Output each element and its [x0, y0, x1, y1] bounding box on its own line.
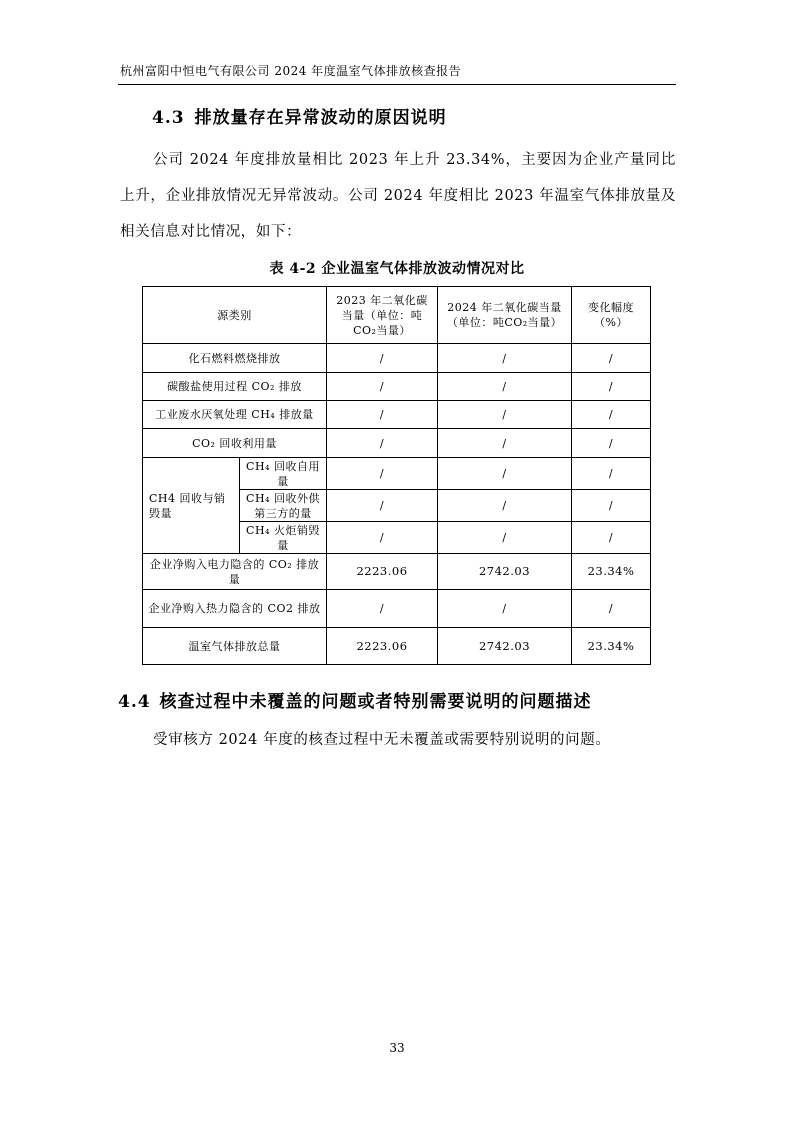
- table-row: [143, 628, 651, 665]
- table-row: [143, 344, 651, 373]
- table-row: [143, 458, 651, 490]
- row-label: 企业净购入电力隐含的 CO₂ 排放量: [143, 554, 327, 590]
- cell-change: /: [572, 401, 651, 429]
- row-label: 工业废水厌氧处理 CH₄ 排放量: [143, 401, 327, 429]
- cell-2024: 2742.03: [438, 554, 572, 590]
- row-label: 碳酸盐使用过程 CO₂ 排放: [143, 373, 327, 401]
- cell-2024: /: [438, 429, 572, 458]
- header-source: 源类别: [143, 287, 327, 344]
- section-title: 排放量存在异常波动的原因说明: [194, 108, 447, 128]
- cell-change: /: [572, 373, 651, 401]
- emission-comparison-table: [142, 286, 651, 665]
- header-change: 变化幅度（%）: [572, 287, 651, 344]
- cell-change: /: [572, 344, 651, 373]
- ch4-group-label: CH4 回收与销毁量: [143, 458, 240, 554]
- cell-2023: /: [327, 373, 438, 401]
- table-row: [143, 554, 651, 590]
- row-label: 企业净购入热力隐含的 CO2 排放: [143, 590, 327, 628]
- section-4-4-paragraph: 受审核方 2024 年度的核查过程中无未覆盖或需要特别说明的问题。: [153, 732, 611, 748]
- header-divider: [118, 84, 676, 85]
- cell-2023: /: [327, 401, 438, 429]
- row-label: 温室气体排放总量: [143, 628, 327, 665]
- report-header: 杭州富阳中恒电气有限公司 2024 年度温室气体排放核查报告: [120, 64, 462, 78]
- section-title: 核查过程中未覆盖的问题或者特别需要说明的问题描述: [159, 692, 592, 712]
- sub-row-label: CH₄ 回收外供第三方的量: [240, 490, 327, 522]
- cell-change: /: [572, 590, 651, 628]
- sub-row-label: CH₄ 火炬销毁量: [240, 522, 327, 554]
- cell-2024: 2742.03: [438, 628, 572, 665]
- cell-2024: /: [438, 344, 572, 373]
- section-4-4-heading: [118, 687, 592, 712]
- header-2024: 2024 年二氧化碳当量（单位：吨CO₂当量）: [438, 287, 572, 344]
- row-label: 化石燃料燃烧排放: [143, 344, 327, 373]
- cell-2023: /: [327, 429, 438, 458]
- table-row: [143, 401, 651, 429]
- cell-2023: 2223.06: [327, 554, 438, 590]
- cell-2023: /: [327, 458, 438, 490]
- cell-2023: /: [327, 522, 438, 554]
- cell-2024: /: [438, 401, 572, 429]
- table-caption: 表 4-2 企业温室气体排放波动情况对比: [269, 261, 525, 277]
- table-row: [143, 373, 651, 401]
- cell-2024: /: [438, 590, 572, 628]
- cell-change: 23.34%: [572, 628, 651, 665]
- sub-row-label: CH₄ 回收自用量: [240, 458, 327, 490]
- cell-2024: /: [438, 373, 572, 401]
- cell-2023: 2223.06: [327, 628, 438, 665]
- section-4-3-heading: [152, 103, 447, 128]
- cell-2023: /: [327, 490, 438, 522]
- table-row: [143, 590, 651, 628]
- cell-2024: /: [438, 490, 572, 522]
- section-number: 4.3: [152, 108, 185, 128]
- table-row: [143, 429, 651, 458]
- cell-2024: /: [438, 522, 572, 554]
- cell-change: 23.34%: [572, 554, 651, 590]
- cell-2023: /: [327, 344, 438, 373]
- cell-change: /: [572, 429, 651, 458]
- cell-2023: /: [327, 590, 438, 628]
- header-2023: 2023 年二氧化碳当量（单位：吨CO₂当量）: [327, 287, 438, 344]
- row-label: CO₂ 回收利用量: [143, 429, 327, 458]
- page-number: 33: [389, 1041, 405, 1055]
- section-4-3-paragraph: 公司 2024 年度排放量相比 2023 年上升 23.34%，主要因为企业产量同比上升，企业排放情况无异常波动。公司 2024 年度相比 2023 年温室气体排放量及相关信息对比情况，如下：: [120, 152, 676, 240]
- section-number: 4.4: [118, 692, 151, 712]
- cell-change: /: [572, 522, 651, 554]
- cell-change: /: [572, 458, 651, 490]
- cell-2024: /: [438, 458, 572, 490]
- table-header-row: [143, 287, 651, 344]
- cell-change: /: [572, 490, 651, 522]
